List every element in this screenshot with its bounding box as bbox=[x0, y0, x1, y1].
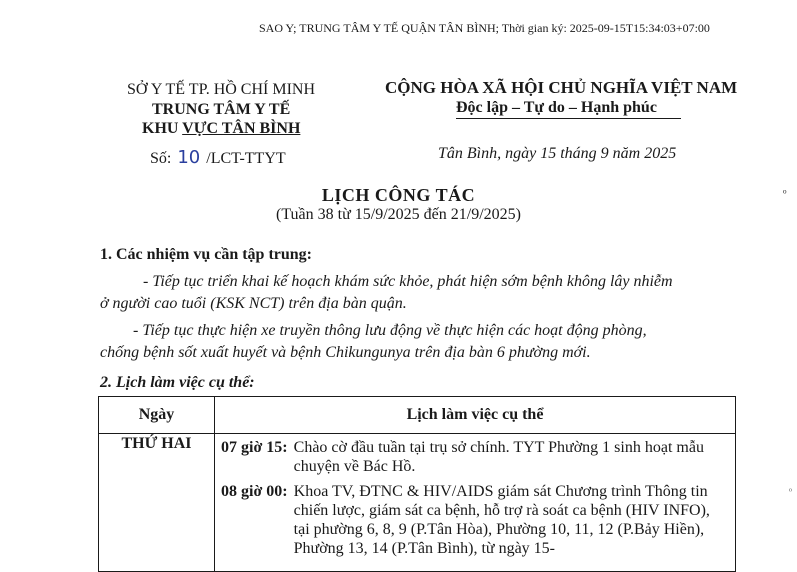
section2-heading: 2. Lịch làm việc cụ thể: bbox=[100, 374, 255, 391]
schedule-time: 07 giờ 15: bbox=[221, 439, 288, 456]
document-subtitle: (Tuần 38 từ 15/9/2025 đến 21/9/2025) bbox=[276, 206, 521, 223]
org-name-line2 bbox=[142, 120, 300, 138]
section1-heading: 1. Các nhiệm vụ cần tập trung: bbox=[100, 246, 313, 263]
document-number-value: 10 bbox=[177, 147, 201, 168]
table-row bbox=[99, 434, 736, 572]
document-title: LỊCH CÔNG TÁC bbox=[321, 185, 476, 205]
schedule-cell bbox=[215, 434, 736, 572]
national-title: CỘNG HÒA XÃ HỘI CHỦ NGHĨA VIỆT NAM bbox=[385, 78, 738, 97]
column-header-day: Ngày bbox=[99, 397, 215, 434]
schedule-item bbox=[221, 482, 729, 558]
document-number bbox=[150, 147, 286, 168]
margin-mark: ᵒ bbox=[789, 486, 792, 497]
schedule-item bbox=[221, 438, 729, 476]
day-cell: THỨ HAI bbox=[99, 434, 215, 572]
document-number-label: Số: bbox=[150, 150, 172, 167]
org-name-line2-prefix: KHU bbox=[142, 120, 183, 137]
section1-paragraph2-line1: - Tiếp tục thực hiện xe truyền thông lưu động về thực hiện các hoạt động phòng, bbox=[133, 322, 647, 339]
schedule-text: Khoa TV, ĐTNC & HIV/AIDS giám sát Chương trình Thông tin chiến lược, giám sát ca bệnh, hỗ trợ rà soát ca bệnh (HIV INFO), tại phường 6, 8, 9 (P.Tân Hòa), Phường 10, 11, 12 (P.Bảy Hiền), Phường 13, 14 (P.Tân Bình), từ ngày 15- bbox=[293, 483, 710, 557]
digital-signature-note: SAO Y; TRUNG TÂM Y TẾ QUẬN TÂN BÌNH; Thời gian ký: 2025-09-15T15:34:03+07:00 bbox=[259, 21, 710, 35]
column-header-schedule: Lịch làm việc cụ thể bbox=[215, 397, 736, 434]
document-number-suffix: /LCT-TTYT bbox=[206, 150, 286, 167]
document-date: Tân Bình, ngày 15 tháng 9 năm 2025 bbox=[438, 145, 677, 162]
motto-underline bbox=[456, 118, 681, 119]
org-parent: SỞ Y TẾ TP. HỒ CHÍ MINH bbox=[127, 81, 316, 98]
table-header-row bbox=[99, 397, 736, 434]
section1-paragraph1-line1: - Tiếp tục triển khai kế hoạch khám sức khỏe, phát hiện sớm bệnh không lây nhiễm bbox=[143, 273, 673, 290]
national-motto: Độc lập – Tự do – Hạnh phúc bbox=[456, 99, 657, 116]
schedule-text: Chào cờ đầu tuần tại trụ sở chính. TYT Phường 1 sinh hoạt mẫu chuyện về Bác Hồ. bbox=[293, 439, 704, 475]
section1-paragraph2-line2: chống bệnh sốt xuất huyết và bệnh Chikungunya trên địa bàn 6 phường mới. bbox=[100, 344, 591, 361]
schedule-time: 08 giờ 00: bbox=[221, 483, 288, 500]
org-name-line2-underlined: VỰC TÂN BÌNH bbox=[182, 120, 301, 137]
margin-mark: ᵒ bbox=[783, 186, 787, 200]
schedule-table bbox=[98, 396, 736, 572]
org-name-line1: TRUNG TÂM Y TẾ bbox=[152, 101, 291, 118]
section1-paragraph1-line2: ở người cao tuổi (KSK NCT) trên địa bàn quận. bbox=[100, 295, 407, 312]
